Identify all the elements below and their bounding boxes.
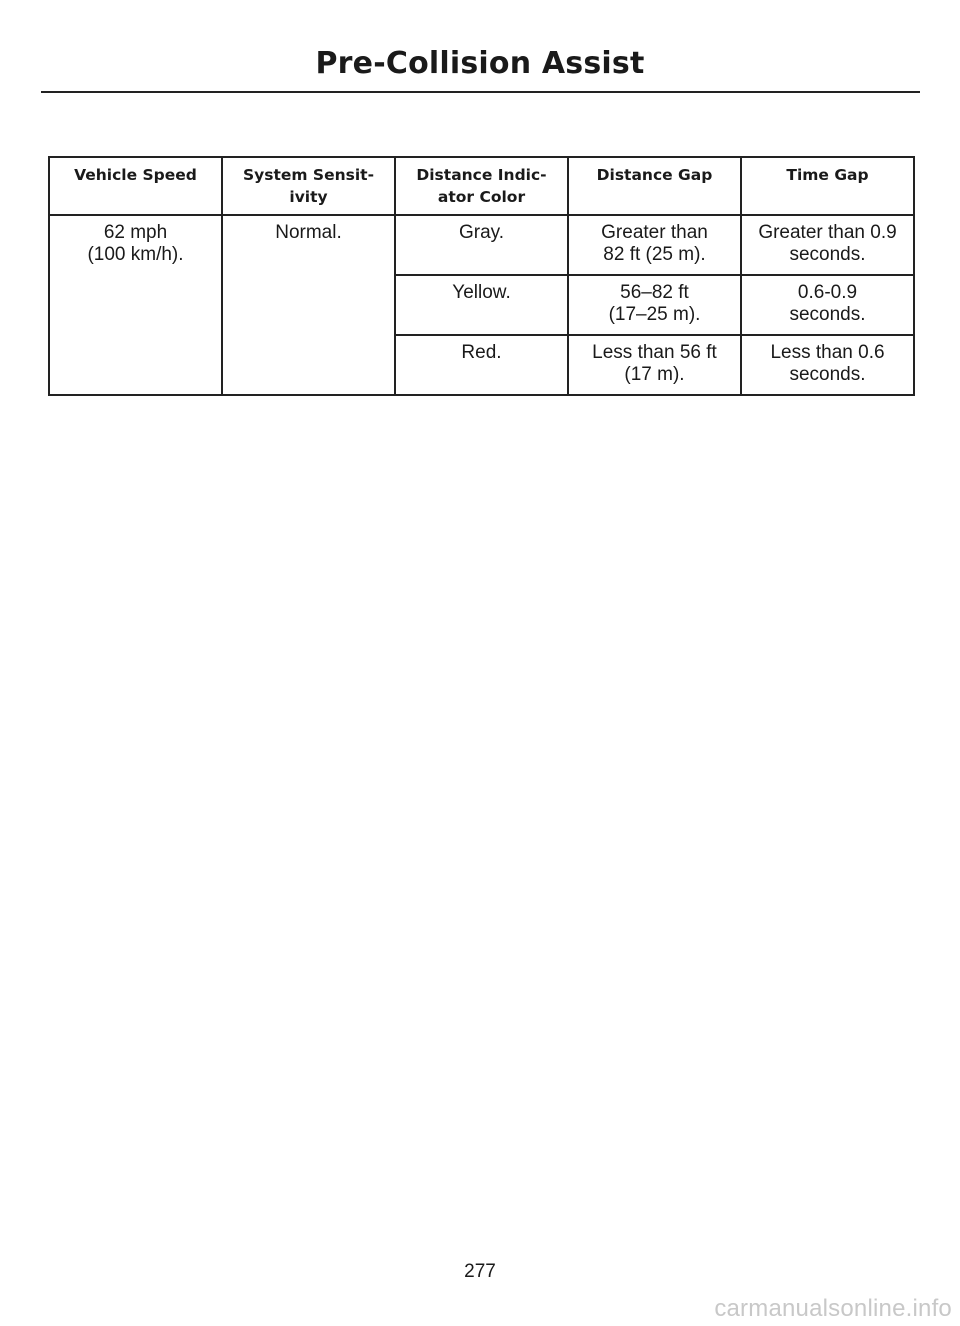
cell-time-gap: Greater than 0.9 seconds.	[741, 215, 914, 275]
cell-distance-gap: 56–82 ft (17–25 m).	[568, 275, 741, 335]
header-time-gap: Time Gap	[741, 157, 914, 215]
cell-distance-gap: Greater than 82 ft (25 m).	[568, 215, 741, 275]
header-system-sensitivity: System Sensit- ivity	[222, 157, 395, 215]
watermark: carmanualsonline.info	[714, 1295, 952, 1322]
page-title: Pre-Collision Assist	[315, 46, 645, 81]
cell-time-gap: 0.6-0.9 seconds.	[741, 275, 914, 335]
cell-system-sensitivity: Normal.	[222, 215, 395, 395]
title-divider	[41, 91, 920, 93]
cell-indicator-color: Yellow.	[395, 275, 568, 335]
header-distance-indicator-color: Distance Indic- ator Color	[395, 157, 568, 215]
header-vehicle-speed: Vehicle Speed	[49, 157, 222, 215]
cell-indicator-color: Gray.	[395, 215, 568, 275]
table-row	[49, 215, 914, 275]
cell-indicator-color: Red.	[395, 335, 568, 395]
distance-indicator-table	[48, 156, 915, 396]
cell-distance-gap: Less than 56 ft (17 m).	[568, 335, 741, 395]
table-header-row	[49, 157, 914, 215]
header-distance-gap: Distance Gap	[568, 157, 741, 215]
cell-time-gap: Less than 0.6 seconds.	[741, 335, 914, 395]
page-number: 277	[464, 1261, 496, 1282]
cell-vehicle-speed: 62 mph (100 km/h).	[49, 215, 222, 395]
